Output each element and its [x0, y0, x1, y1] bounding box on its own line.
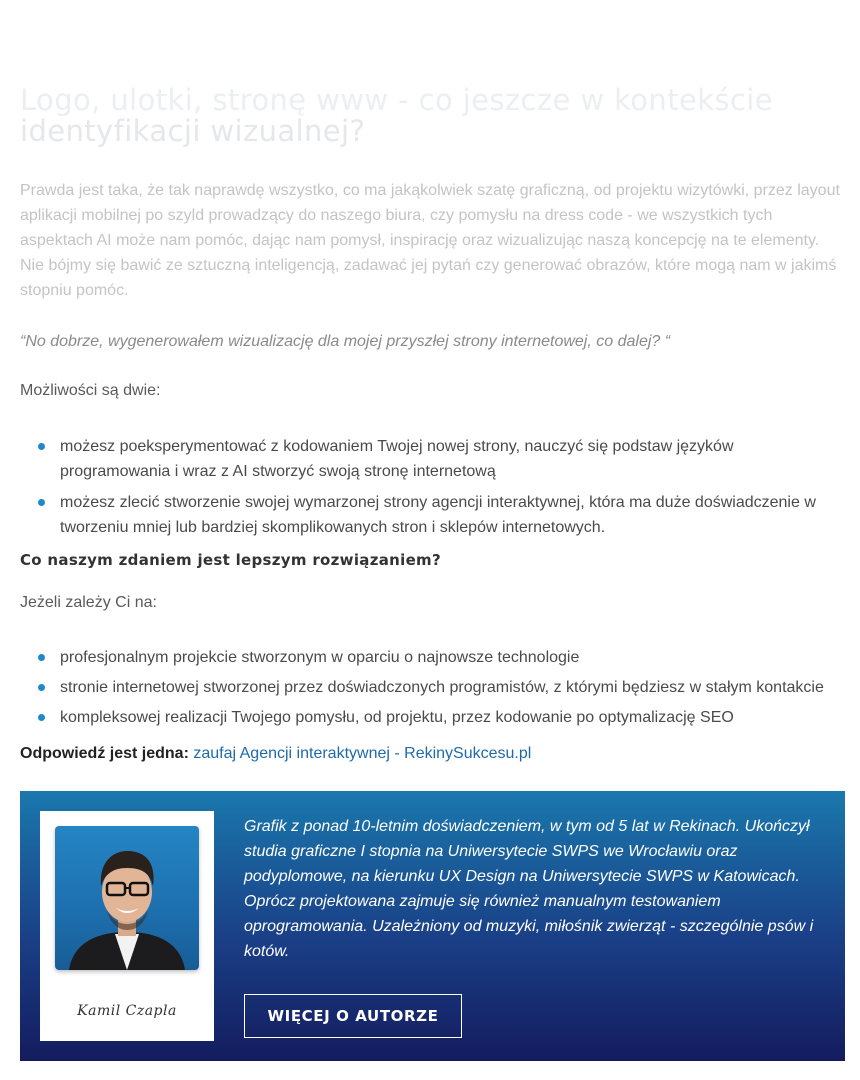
list-item: [20, 645, 840, 670]
agency-link[interactable]: zaufaj Agencji interaktywnej - RekinySukcesu.pl: [193, 745, 532, 762]
bullet-icon: [38, 684, 45, 691]
author-bio: Grafik z ponad 10-letnim doświadczeniem, w tym od 5 lat w Rekinach. Ukończył studia graficzne I stopnia na Uniwersytecie SWPS we Wrocławiu oraz podyplomowe, na kierunku UX Design na Uniwersytecie SWPS w Katowicach. Oprócz projektowana zajmuje się również manualnym testowaniem oprogramowania. Uzależniony od muzyki, miłośnik zwierząt - szczególnie psów i kotów.: [244, 818, 814, 960]
bullet-icon: [38, 499, 45, 506]
list-item-text: możesz poeksperymentować z kodowaniem Twojej nowej strony, nauczyć się podstaw języków programowania i wraz z AI stworzyć swoją stronę internetową: [60, 438, 734, 480]
options-list: [20, 434, 840, 540]
list-item: [20, 705, 840, 730]
list-item: [20, 434, 840, 484]
author-photo: [55, 826, 199, 970]
author-card: [40, 811, 214, 1041]
if-you-care-text: Jeżeli zależy Ci na:: [20, 594, 157, 611]
possibilities-text: Możliwości są dwie:: [20, 382, 161, 399]
section-heading-text: identyfikacji wizualnej?: [20, 114, 366, 148]
bullet-icon: [38, 443, 45, 450]
author-portrait-icon: [55, 826, 199, 970]
list-item-text: profesjonalnym projekcie stworzonym w oparciu o najnowsze technologie: [60, 649, 580, 666]
answer-line: [20, 741, 531, 766]
quote-text: “No dobrze, wygenerowałem wizualizację dla mojej przyszłej strony internetowej, co dalej? “: [20, 333, 671, 350]
intro-paragraph: Prawda jest taka, że tak naprawdę wszystko, co ma jakąkolwiek szatę graficzną, od projektu wizytówki, przez layout aplikacji mobilnej po szyld prowadzący do naszego biura, czy pomysłu na dress code - we wszystkich tych aspektach AI może nam pomóc, dając nam pomysł, inspirację oraz wizualizując naszą koncepcję na te elementy. Nie bójmy się bawić ze sztuczną inteligencją, zadawać jej pytań czy generować obrazów, które mogą nam w jakimś stopniu pomóc.: [20, 182, 840, 299]
more-about-author-button[interactable]: WIĘCEJ O AUTORZE: [244, 994, 462, 1038]
list-item-text: kompleksowej realizacji Twojego pomysłu, od projektu, przez kodowanie po optymalizację SEO: [60, 709, 734, 726]
section-heading: [20, 83, 840, 150]
list-item: [20, 675, 840, 700]
list-item-text: możesz zlecić stworzenie swojej wymarzonej strony agencji interaktywnej, która ma duże doświadczenie w tworzeniu mniej lub bardziej skomplikowanych stron i sklepów internetowych.: [60, 494, 816, 536]
bullet-icon: [38, 654, 45, 661]
answer-label: Odpowiedź jest jedna:: [20, 745, 189, 762]
bullet-icon: [38, 714, 45, 721]
list-item-text: stronie internetowej stworzonej przez doświadczonych programistów, z którymi będziesz w stałym kontakcie: [60, 679, 824, 696]
question-heading: Co naszym zdaniem jest lepszym rozwiązaniem?: [20, 551, 441, 569]
list-item: [20, 490, 840, 540]
benefits-list: [20, 645, 840, 730]
section-heading-cut: Logo, ulotki, stronę www - co jeszcze w kontekście: [20, 83, 773, 117]
author-signature: Kamil Czapla: [77, 1003, 177, 1019]
author-box: [20, 791, 845, 1061]
